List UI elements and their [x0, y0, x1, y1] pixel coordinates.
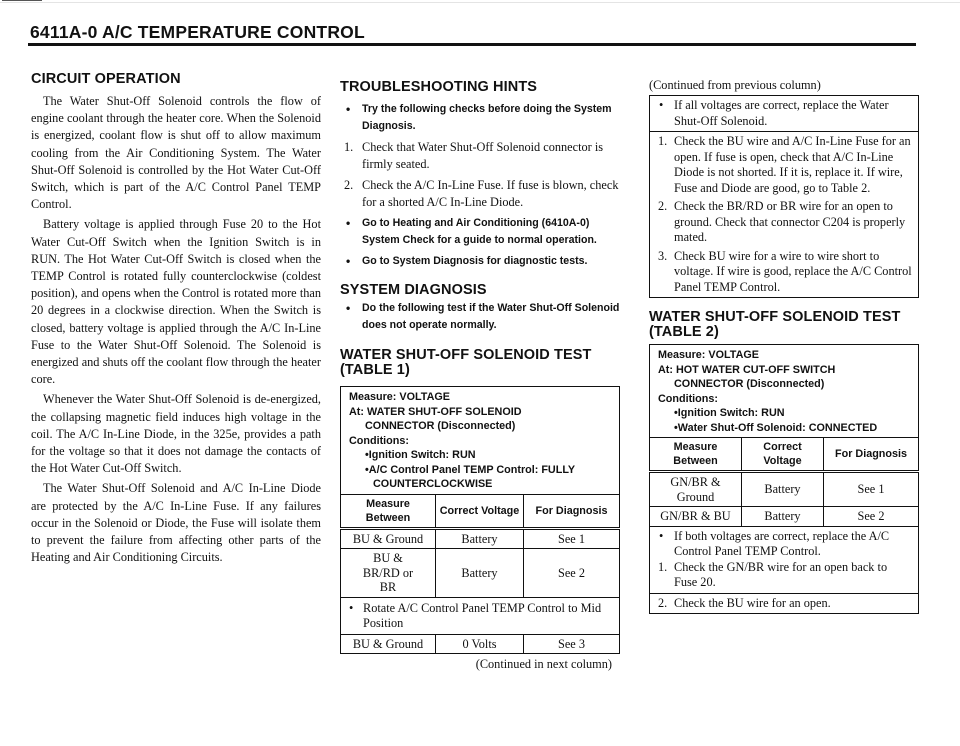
test1-row1-correct: Battery	[436, 528, 524, 549]
test2-measure: Measure: VOLTAGE	[658, 349, 759, 361]
test1-condition-2b: COUNTERCLOCKWISE	[373, 478, 493, 490]
continued-from-previous: (Continued from previous column)	[649, 78, 821, 92]
header-rule	[28, 43, 916, 46]
table-row	[341, 635, 620, 654]
test1-table	[340, 494, 620, 598]
test1-row3-diagnosis: See 3	[524, 635, 620, 654]
troubleshooting-heading: TROUBLESHOOTING HINTS	[340, 79, 538, 95]
circuit-paragraph-3: Whenever the Water Shut-Off Solenoid is de-energized, the collapsing magnetic field induces high voltage in the coil. The A/C In-Line Diode, in the 325e, provides a path for the voltage so that it does not damage the contacts of the Hot Water Cut-Off Switch.	[31, 392, 321, 476]
test1-rotate-note: • Rotate A/C Control Panel TEMP Control to Mid Position	[340, 598, 620, 635]
troubleshooting-step-2: 2. Check the A/C In-Line Fuse. If fuse is blown, check for a shorted A/C In-Line Diode.	[344, 178, 619, 209]
test1-connector: CONNECTOR (Disconnected)	[365, 420, 516, 432]
test1-row2-between: BU & BR/RD or BR	[341, 549, 436, 598]
test1-heading: WATER SHUT-OFF SOLENOID TEST (TABLE 1)	[340, 347, 592, 378]
test1-condition-2: • A/C Control Panel TEMP Control: FULLY	[349, 463, 615, 478]
troubleshooting-step-1: 1. Check that Water Shut-Off Solenoid connector is firmly seated.	[344, 140, 604, 171]
page-title: 6411A-0 A/C TEMPERATURE CONTROL	[30, 22, 365, 42]
test1-col-measure: Measure Between	[341, 494, 436, 528]
test2-row2-between: GN/BR & BU	[650, 507, 742, 527]
table1-note-1: 1. Check the BU wire and A/C In-Line Fuse for an open. If fuse is open, check that A/C In-Line Diode is not shorted. If it is, replace it. If wire, Fuse and Diode are good, go to Table 2.	[658, 134, 911, 195]
test2-table	[649, 437, 919, 527]
table2-note-2: 2. Check the BU wire for an open.	[658, 595, 831, 610]
system-diagnosis-heading: SYSTEM DIAGNOSIS	[340, 282, 487, 298]
table-row	[650, 472, 919, 507]
table-row	[650, 507, 919, 527]
table2-note-1: 1. Check the GN/BR wire for an open back to Fuse 20.	[658, 559, 888, 589]
header-top-line	[0, 2, 960, 3]
test1-row1-diagnosis: See 1	[524, 528, 620, 549]
test2-at: At: HOT WATER CUT-OFF SWITCH	[658, 363, 836, 376]
table2-diagnosis-notes	[649, 527, 919, 615]
test1-row2-diagnosis: See 2	[524, 549, 620, 598]
test2-col-measure: Measure Between	[650, 438, 742, 472]
test1-col-correct: Correct Voltage	[436, 494, 524, 528]
test1-conditions-box	[340, 386, 620, 494]
test1-row1-between: BU & Ground	[341, 528, 436, 549]
continued-next-column: (Continued in next column)	[475, 657, 612, 671]
circuit-operation-heading: CIRCUIT OPERATION	[31, 71, 181, 87]
test1-table-row3	[340, 635, 620, 655]
table1-diagnosis-notes	[649, 95, 919, 298]
test2-table-header	[650, 438, 919, 472]
column-continued	[649, 71, 919, 614]
test1-measure: Measure: VOLTAGE	[349, 391, 450, 403]
test1-condition-1: • Ignition Switch: RUN	[349, 448, 615, 463]
test2-col-correct: Correct Voltage	[742, 438, 824, 472]
test2-connector: CONNECTOR (Disconnected)	[674, 378, 825, 390]
column-troubleshooting	[340, 71, 620, 672]
test1-row3-correct: 0 Volts	[436, 635, 524, 654]
table-row	[341, 528, 620, 549]
test2-condition-2: • Water Shut-Off Solenoid: CONNECTED	[658, 421, 914, 436]
column-circuit-operation	[31, 71, 321, 566]
divider	[650, 131, 918, 132]
test2-row1-between: GN/BR & Ground	[650, 472, 742, 507]
test2-heading: WATER SHUT-OFF SOLENOID TEST (TABLE 2)	[649, 309, 901, 340]
troubleshooting-bullet-2: • Go to System Diagnosis for diagnostic tests.	[340, 253, 620, 270]
table1-note-2: 2. Check the BR/RD or BR wire for an open to ground. Check that connector C204 is properly mated.	[658, 199, 906, 244]
test1-at: At: WATER SHUT-OFF SOLENOID	[349, 405, 522, 418]
divider	[650, 593, 918, 594]
test2-row1-diagnosis: See 1	[824, 472, 919, 507]
test2-row1-correct: Battery	[742, 472, 824, 507]
test1-conditions-label: Conditions:	[349, 434, 409, 447]
circuit-paragraph-4: The Water Shut-Off Solenoid and A/C In-Line Diode are protected by the A/C In-Line Fuse. If any failures occur in the Solenoid or Diode, the Fuse will isolate them to prevent the failure from affecting other parts of the Heating and Air Conditioning Circuits.	[31, 481, 321, 565]
header-corner-mark	[2, 0, 42, 1]
test2-condition-1: • Ignition Switch: RUN	[658, 406, 914, 421]
test1-row3-between: BU & Ground	[341, 635, 436, 654]
page-header	[0, 0, 960, 48]
table1-note-3: 3. Check BU wire for a wire to wire short to voltage. If wire is good, replace the A/C Control Panel TEMP Control.	[658, 248, 912, 294]
test1-col-diagnosis: For Diagnosis	[524, 494, 620, 528]
table1-note-bullet: • If all voltages are correct, replace the Water Shut-Off Solenoid.	[659, 98, 889, 128]
table2-note-bullet: • If both voltages are correct, replace the A/C Control Panel TEMP Control.	[659, 528, 890, 558]
circuit-paragraph-2: Battery voltage is applied through Fuse 20 to the Hot Water Cut-Off Switch when the Ignition Switch is in RUN. The Hot Water Cut-Off Switch is closed when the TEMP Control is rotated fully counterclockwise (coldest position), and opens when the Control is rotated more than 20 degrees in a clockwise direction. When the Switch is closed, battery voltage is applied through the A/C In-Line Fuse to the Water Shut-Off Solenoid. The Solenoid is energized and shuts off the coolant flow through the heater core.	[31, 217, 321, 387]
table-row	[341, 549, 620, 598]
test1-table-header	[341, 494, 620, 528]
test2-row2-correct: Battery	[742, 507, 824, 527]
test2-conditions-box	[649, 344, 919, 437]
troubleshooting-bullet-1: • Go to Heating and Air Conditioning (6410A-0) System Check for a guide to normal operation.	[340, 215, 620, 249]
test2-col-diagnosis: For Diagnosis	[824, 438, 919, 472]
test2-row2-diagnosis: See 2	[824, 507, 919, 527]
test2-conditions-label: Conditions:	[658, 392, 718, 405]
test1-row2-correct: Battery	[436, 549, 524, 598]
circuit-paragraph-1: The Water Shut-Off Solenoid controls the flow of engine coolant through the heater core. When the Solenoid is energized, coolant flow is shut off to allow maximum cooling from the Air Conditioning System. The Water Shut-Off Solenoid is controlled by the Hot Water Cut-Off Switch, which is part of the A/C Control Panel TEMP Control.	[31, 94, 321, 212]
troubleshooting-intro: • Try the following checks before doing the System Diagnosis.	[340, 101, 620, 135]
system-diagnosis-bullet: • Do the following test if the Water Shut-Off Solenoid does not operate normally.	[340, 300, 620, 334]
